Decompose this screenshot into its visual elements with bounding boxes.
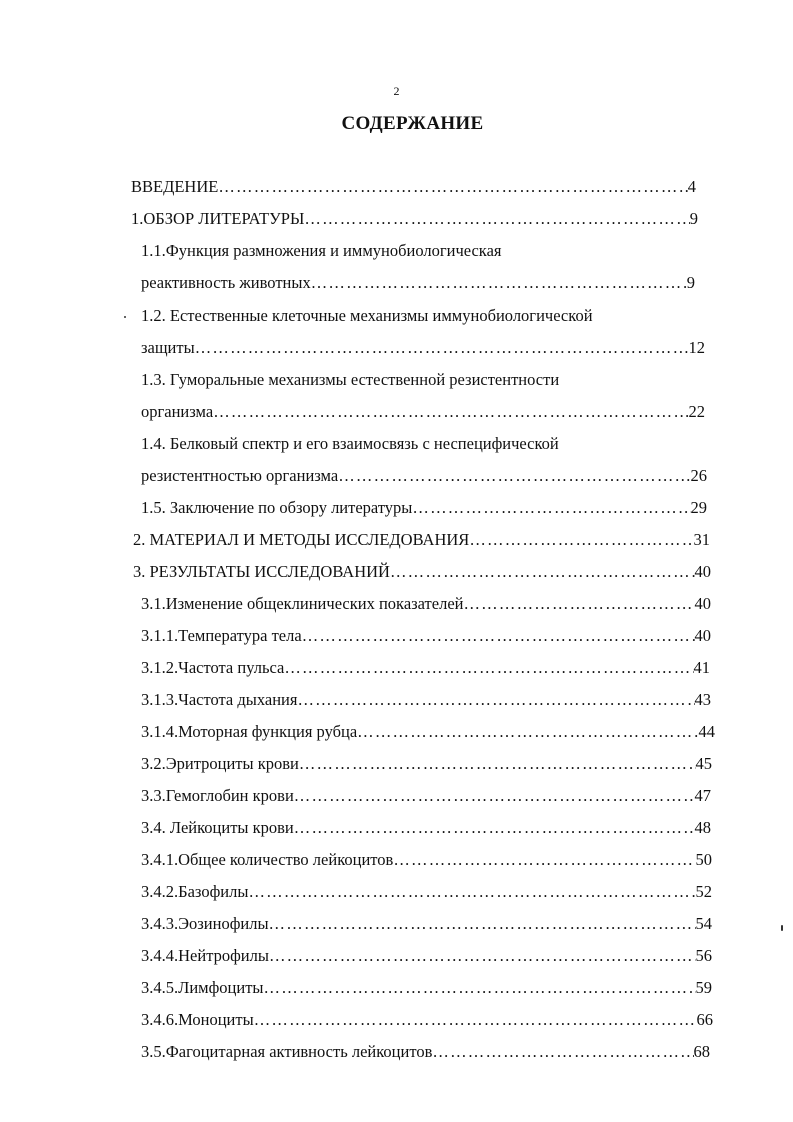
- toc-leader-dots: [294, 785, 695, 807]
- toc-entry-label: реактивность животных: [141, 273, 311, 292]
- toc-leader-dots: [302, 625, 695, 647]
- toc-entry-page: 68: [693, 1042, 710, 1061]
- toc-entry-label: 1.5. Заключение по обзору литературы: [141, 498, 413, 517]
- toc-entry[interactable]: [141, 689, 711, 711]
- toc-entry-label: защиты: [141, 338, 195, 357]
- toc-entry-label: 3. РЕЗУЛЬТАТЫ ИССЛЕДОВАНИЙ: [133, 562, 390, 581]
- toc-leader-dots: [264, 977, 696, 999]
- toc-entry-label: ВВЕДЕНИЕ: [131, 177, 219, 196]
- toc-entry[interactable]: [141, 465, 707, 487]
- toc-entry[interactable]: [141, 272, 695, 294]
- toc-entry-label: 3.1.2.Частота пульса: [141, 658, 285, 677]
- toc-entry-page: 59: [695, 978, 712, 997]
- toc-entry[interactable]: [133, 529, 710, 551]
- toc-entry-first-line: 1.1.Функция размножения и иммунобиологическая: [141, 241, 502, 260]
- toc-leader-dots: [213, 401, 688, 423]
- toc-entry[interactable]: [141, 785, 711, 807]
- toc-leader-dots: [311, 272, 687, 294]
- toc-entry[interactable]: [141, 1009, 713, 1031]
- toc-entry-label: 3.4.6.Моноциты: [141, 1010, 254, 1029]
- toc-leader-dots: [304, 208, 689, 230]
- scan-speck: [781, 925, 783, 931]
- toc-entry[interactable]: [131, 208, 698, 230]
- toc-entry-page: 44: [698, 722, 715, 741]
- toc-entry-label: 3.1.Изменение общеклинических показателей: [141, 594, 464, 613]
- toc-leader-dots: [269, 945, 696, 967]
- toc-entry-page: 29: [690, 498, 707, 517]
- toc-entry-page: 22: [688, 402, 705, 421]
- toc-entry-page: 40: [694, 562, 711, 581]
- toc-entry-page: 9: [686, 273, 695, 292]
- toc-entry[interactable]: [141, 657, 710, 679]
- toc-leader-dots: [248, 881, 695, 903]
- toc-entry-page: 56: [695, 946, 712, 965]
- toc-leader-dots: [299, 753, 696, 775]
- toc-entry-page: 50: [695, 850, 712, 869]
- toc-entry-page: 66: [696, 1010, 713, 1029]
- toc-entry-label: 3.4.2.Базофилы: [141, 882, 249, 901]
- page-title: СОДЕРЖАНИЕ: [341, 113, 484, 134]
- toc-entry[interactable]: [141, 721, 715, 743]
- toc-entry[interactable]: [141, 977, 712, 999]
- toc-entry[interactable]: [141, 881, 712, 903]
- toc-entry-label: 3.4.3.Эозинофилы: [141, 914, 269, 933]
- toc-entry-page: 41: [693, 658, 710, 677]
- toc-entry[interactable]: [141, 625, 711, 647]
- toc-entry-page: 4: [687, 177, 696, 196]
- toc-entry[interactable]: [141, 753, 712, 775]
- toc-leader-dots: [432, 1041, 693, 1063]
- toc-leader-dots: [297, 689, 694, 711]
- toc-entry[interactable]: [141, 1041, 710, 1063]
- toc-leader-dots: [463, 593, 694, 615]
- toc-entry[interactable]: [141, 817, 711, 839]
- toc-entry-label: 3.5.Фагоцитарная активность лейкоцитов: [141, 1042, 433, 1061]
- toc-leader-dots: [469, 529, 693, 551]
- toc-leader-dots: [284, 657, 693, 679]
- toc-leader-dots: [218, 176, 687, 198]
- toc-entry[interactable]: [133, 561, 711, 583]
- toc-entry-page: 52: [695, 882, 712, 901]
- toc-leader-dots: [269, 913, 696, 935]
- toc-entry-label: 3.1.3.Частота дыхания: [141, 690, 298, 709]
- toc-entry-page: 26: [690, 466, 707, 485]
- toc-entry-page: 43: [694, 690, 711, 709]
- toc-entry-first-line: 1.2. Естественные клеточные механизмы иммунобиологической: [141, 306, 593, 325]
- toc-leader-dots: [357, 721, 698, 743]
- toc-entry[interactable]: [141, 849, 712, 871]
- toc-entry-page: 12: [688, 338, 705, 357]
- toc-entry-page: 40: [694, 626, 711, 645]
- toc-entry-first-line: 1.4. Белковый спектр и его взаимосвязь с неспецифической: [141, 434, 559, 453]
- toc-entry-page: 45: [695, 754, 712, 773]
- toc-leader-dots: [294, 817, 695, 839]
- toc-entry-first-line: 1.3. Гуморальные механизмы естественной резистентности: [141, 370, 560, 389]
- toc-entry[interactable]: [141, 497, 707, 519]
- toc-entry-page: 31: [693, 530, 710, 549]
- toc-entry-label: организма: [141, 402, 214, 421]
- toc-entry-page: 47: [694, 786, 711, 805]
- toc-entry-page: 48: [694, 818, 711, 837]
- toc-leader-dots: [393, 849, 695, 871]
- toc-entry[interactable]: [141, 945, 712, 967]
- toc-entry-label: 3.4.4.Нейтрофилы: [141, 946, 269, 965]
- toc-entry-label: 3.4.1.Общее количество лейкоцитов: [141, 850, 394, 869]
- toc-entry-label: 3.3.Гемоглобин крови: [141, 786, 294, 805]
- toc-entry[interactable]: [141, 337, 705, 359]
- toc-entry[interactable]: [141, 401, 705, 423]
- toc-leader-dots: [338, 465, 690, 487]
- toc-leader-dots: [195, 337, 689, 359]
- toc-leader-dots: [390, 561, 695, 583]
- scan-speck: [124, 316, 126, 318]
- toc-entry-page: 40: [694, 594, 711, 613]
- toc-entry[interactable]: [141, 593, 711, 615]
- toc-leader-dots: [254, 1009, 697, 1031]
- toc-entry-label: 1.ОБЗОР ЛИТЕРАТУРЫ: [131, 209, 305, 228]
- toc-entry[interactable]: [141, 913, 712, 935]
- toc-entry-label: 3.1.4.Моторная функция рубца: [141, 722, 358, 741]
- toc-entry-page: 54: [695, 914, 712, 933]
- toc-entry-label: 3.2.Эритроциты крови: [141, 754, 299, 773]
- page-number: 2: [393, 84, 400, 98]
- toc-entry-label: 2. МАТЕРИАЛ И МЕТОДЫ ИССЛЕДОВАНИЯ: [133, 530, 470, 549]
- toc-entry-label: 3.1.1.Температура тела: [141, 626, 302, 645]
- toc-entry-label: резистентностью организма: [141, 466, 339, 485]
- toc-entry-page: 9: [689, 209, 698, 228]
- toc-entry-label: 3.4.5.Лимфоциты: [141, 978, 264, 997]
- toc-entry-label: 3.4. Лейкоциты крови: [141, 818, 294, 837]
- toc-leader-dots: [412, 497, 690, 519]
- toc-entry[interactable]: [131, 176, 696, 198]
